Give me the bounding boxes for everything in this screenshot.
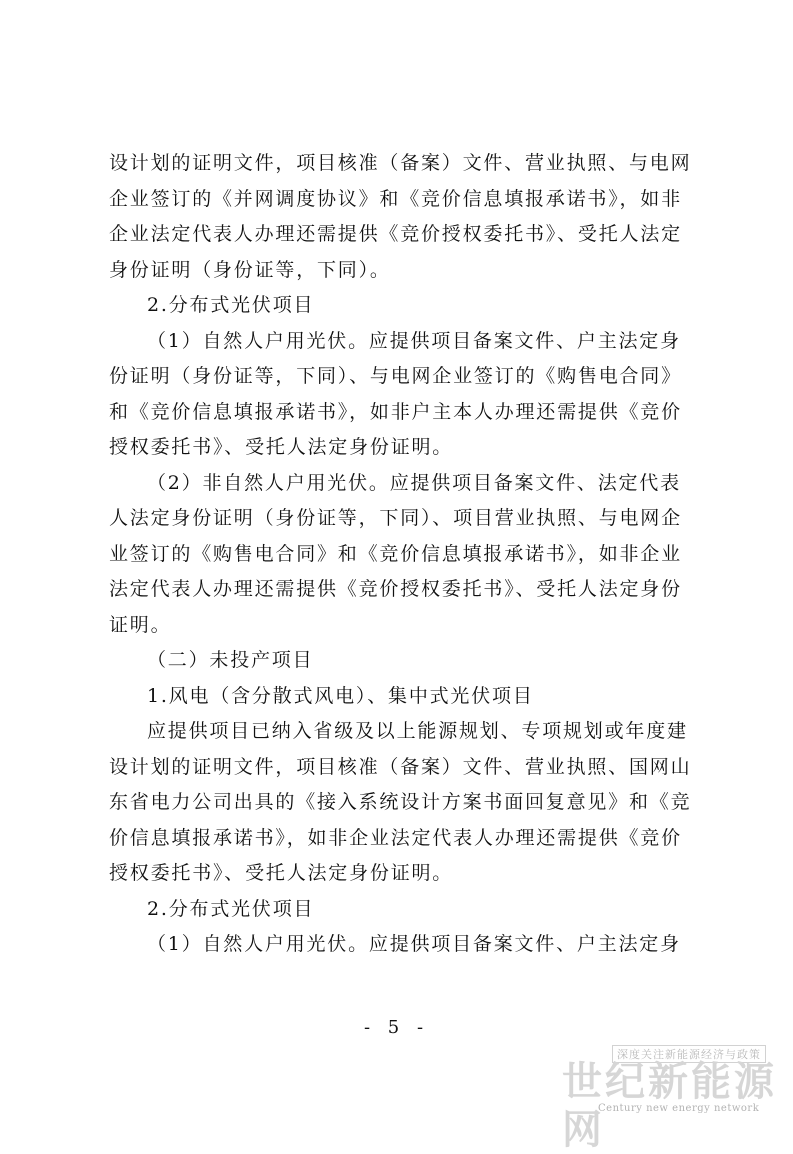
text-line: 企业签订的《并网调度协议》和《竞价信息填报承诺书》，如非 bbox=[109, 187, 682, 210]
text-line: （1）自然人户用光伏。应提供项目备案文件、户主法定身 bbox=[147, 933, 681, 955]
page-number: - 5 - bbox=[363, 1017, 430, 1038]
text-line: （1）自然人户用光伏。应提供项目备案文件、户主法定身 bbox=[147, 329, 681, 352]
text-line: （2）非自然人户用光伏。应提供项目备案文件、法定代表 bbox=[147, 471, 681, 494]
text-line: 设计划的证明文件，项目核准（备案）文件、营业执照、与电网 bbox=[109, 152, 692, 174]
watermark-logo: 世纪新能源网 bbox=[562, 1059, 777, 1153]
text-line: 2.分布式光伏项目 bbox=[147, 897, 315, 920]
watermark-english: Century new energy network bbox=[598, 1103, 760, 1114]
text-line: 设计划的证明文件，项目核准（备案）文件、营业执照、国网山 bbox=[109, 755, 692, 778]
text-line: 身份证明（身份证等，下同）。 bbox=[109, 258, 391, 281]
text-line: 价信息填报承诺书》，如非企业法定代表人办理还需提供《竞价 bbox=[109, 826, 682, 849]
body-text bbox=[109, 146, 697, 963]
text-line: 和《竞价信息填报承诺书》，如非户主本人办理还需提供《竞价 bbox=[109, 400, 682, 423]
text-line: 东省电力公司出具的《接入系统设计方案书面回复意见》和《竞 bbox=[109, 791, 692, 813]
text-line: 证明。 bbox=[109, 613, 172, 636]
text-line: （二）未投产项目 bbox=[147, 649, 314, 671]
text-line: 2.分布式光伏项目 bbox=[147, 294, 315, 316]
text-line: 授权委托书》、受托人法定身份证明。 bbox=[109, 862, 454, 884]
text-line: 业签订的《购售电合同》和《竞价信息填报承诺书》，如非企业 bbox=[109, 542, 682, 565]
text-line: 应提供项目已纳入省级及以上能源规划、专项规划或年度建 bbox=[147, 720, 688, 742]
watermark-tagline: 深度关注新能源经济与政策 bbox=[612, 1045, 766, 1063]
text-line: 授权委托书》、受托人法定身份证明。 bbox=[109, 436, 454, 458]
text-line: 法定代表人办理还需提供《竞价授权委托书》、受托人法定身份 bbox=[109, 578, 682, 600]
text-line: 1.风电（含分散式风电）、集中式光伏项目 bbox=[147, 684, 534, 707]
text-line: 人法定身份证明（身份证等，下同）、项目营业执照、与电网企 bbox=[109, 507, 682, 529]
text-line: 份证明（身份证等，下同）、与电网企业签订的《购售电合同》 bbox=[109, 365, 682, 387]
text-line: 企业法定代表人办理还需提供《竞价授权委托书》、受托人法定 bbox=[109, 223, 682, 245]
